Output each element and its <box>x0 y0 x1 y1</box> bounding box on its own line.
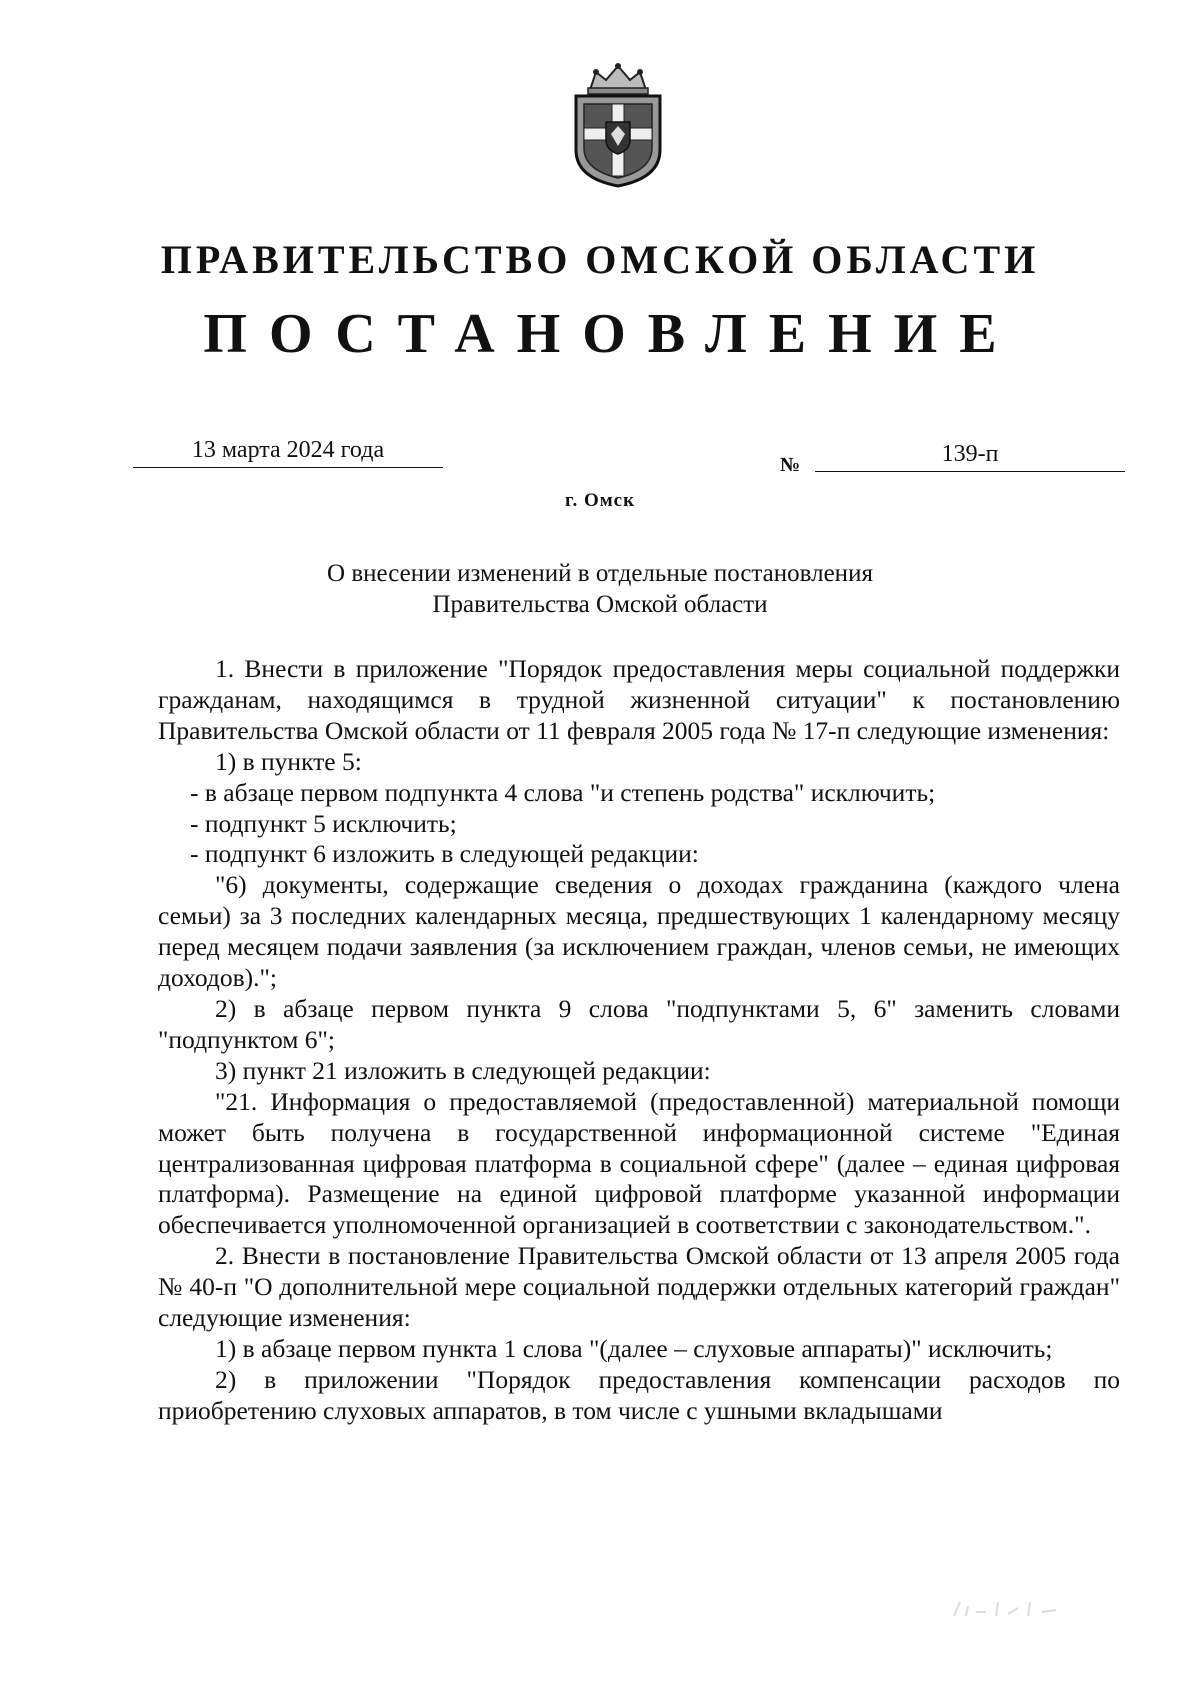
paragraph: "21. Информация о предоставляемой (предоставленной) материальной помощи может быть получена в государственной информационной системе "Единая централизованная цифровая платформа в социальной сфере" (далее – единая цифровая платформа). Размещение на единой цифровой платформе указанной информации обеспечивается уполномоченной организацией в соответствии с законодательством.". <box>158 1086 1120 1240</box>
document-type: ПОСТАНОВЛЕНИЕ <box>203 303 1019 365</box>
document-body <box>158 654 1120 1427</box>
organization-name: ПРАВИТЕЛЬСТВО ОМСКОЙ ОБЛАСТИ <box>160 237 1040 282</box>
paragraph: 2. Внести в постановление Правительства Омской области от 13 апреля 2005 года № 40-п "О дополнительной мере социальной поддержки отдельных категорий граждан" следующие изменения: <box>158 1241 1120 1333</box>
paragraph: - подпункт 5 исключить; <box>190 808 457 838</box>
paragraph: 1) в пункте 5: <box>215 746 362 776</box>
paragraph: "6) документы, содержащие сведения о доходах гражданина (каждого члена семьи) за 3 последних календарных месяца, предшествующих 1 календарному месяцу перед месяцем подачи заявления (за исключением граждан, членов семьи, не имеющих доходов)."; <box>158 870 1120 993</box>
document-number: 139-п <box>815 437 1125 472</box>
paragraph: - подпункт 6 изложить в следующей редакции: <box>190 839 699 869</box>
paragraph: 1) в абзаце первом пункта 1 слова "(далее – слуховые аппараты)" исключить; <box>215 1333 1053 1363</box>
coat-of-arms-icon <box>568 60 668 188</box>
number-sign: № <box>780 454 801 476</box>
city: г. Омск <box>564 490 636 511</box>
paragraph: 3) пункт 21 изложить в следующей редакции: <box>215 1055 711 1085</box>
paragraph: 2) в приложении "Порядок предоставления компенсации расходов по приобретению слуховых аппаратов, в том числе с ушными вкладышами <box>158 1364 1120 1425</box>
faint-stamp-mark <box>952 1598 1062 1620</box>
paragraph: 2) в абзаце первом пункта 9 слова "подпунктами 5, 6" заменить словами "подпунктом 6"; <box>158 993 1120 1054</box>
paragraph: 1. Внести в приложение "Порядок предоставления меры социальной поддержки гражданам, находящимся в трудной жизненной ситуации" к постановлению Правительства Омской области от 11 февраля 2005 года № 17-п следующие изменения: <box>158 654 1120 745</box>
paragraph: - в абзаце первом подпункта 4 слова "и степень родства" исключить; <box>190 777 936 807</box>
document-title <box>0 558 1200 620</box>
title-line-1: О внесении изменений в отдельные постановления <box>327 560 873 587</box>
document-date: 13 марта 2024 года <box>133 433 443 468</box>
title-line-2: Правительства Омской области <box>432 591 768 618</box>
